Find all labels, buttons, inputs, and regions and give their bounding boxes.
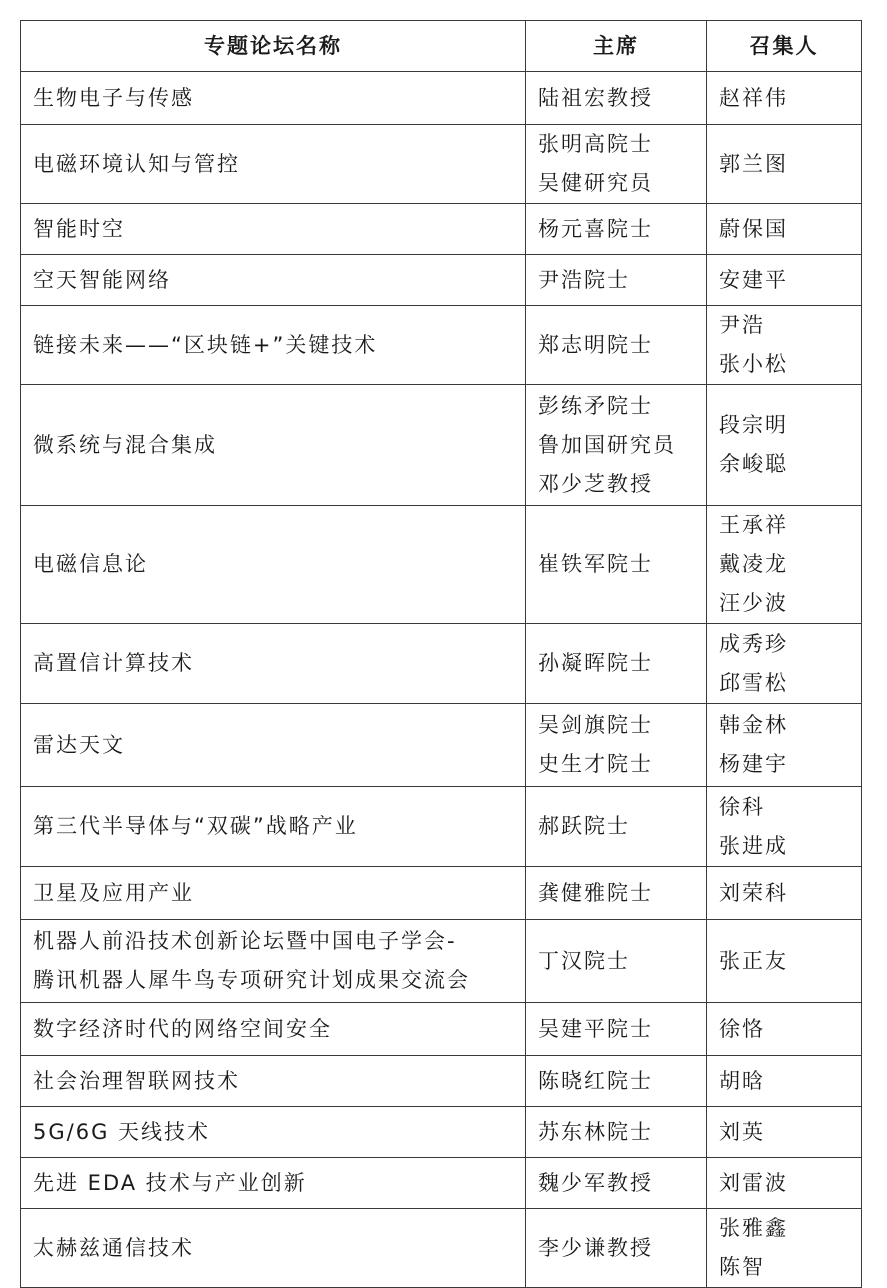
table-header-row xyxy=(21,21,862,72)
chair-line: 尹浩院士 xyxy=(538,267,630,292)
header-chair: 主席 xyxy=(526,21,707,72)
convener-cell xyxy=(707,306,862,385)
table-row xyxy=(21,1003,862,1056)
chair-line: 崔铁军院士 xyxy=(538,552,653,576)
chair-line: 孙凝晖院士 xyxy=(538,651,653,675)
convener-line: 徐科 xyxy=(719,794,765,819)
forum-name-line: 太赫兹通信技术 xyxy=(33,1235,194,1260)
chair-line: 龚健雅院士 xyxy=(538,880,653,905)
convener-line: 段宗明 xyxy=(719,413,788,437)
convener-line: 胡晗 xyxy=(719,1068,765,1093)
chair-cell xyxy=(526,1003,707,1056)
convener-cell xyxy=(707,125,862,204)
convener-line: 汪少波 xyxy=(719,591,788,615)
forum-name-cell xyxy=(21,1158,526,1209)
chair-cell xyxy=(526,920,707,1003)
chair-line: 李少谦教授 xyxy=(538,1235,653,1260)
table-row xyxy=(21,624,862,704)
convener-cell xyxy=(707,867,862,920)
chair-line: 陈晓红院士 xyxy=(538,1068,653,1093)
forum-name-cell xyxy=(21,1003,526,1056)
forum-name-cell xyxy=(21,255,526,306)
chair-line: 史生才院士 xyxy=(538,752,653,776)
forum-name-cell xyxy=(21,125,526,204)
convener-line: 徐恪 xyxy=(719,1016,765,1041)
chair-cell xyxy=(526,385,707,506)
forum-name-line: 电磁信息论 xyxy=(33,552,148,576)
forum-name-line: 第三代半导体与“双碳”战略产业 xyxy=(33,814,358,838)
forum-name-line: 高置信计算技术 xyxy=(33,651,194,675)
chair-cell xyxy=(526,72,707,125)
table-body xyxy=(21,72,862,1288)
convener-cell xyxy=(707,920,862,1003)
forum-name-cell xyxy=(21,204,526,255)
convener-cell xyxy=(707,704,862,787)
convener-line: 尹浩 xyxy=(719,313,765,337)
forum-table xyxy=(20,20,862,1288)
convener-line: 余峻聪 xyxy=(719,452,788,476)
convener-line: 邱雪松 xyxy=(719,670,788,695)
chair-cell xyxy=(526,506,707,624)
forum-name-line: 生物电子与传感 xyxy=(33,85,194,110)
table-row xyxy=(21,704,862,787)
convener-line: 刘雷波 xyxy=(719,1170,788,1195)
forum-name-cell xyxy=(21,1056,526,1107)
convener-line: 安建平 xyxy=(719,267,788,292)
forum-name-cell xyxy=(21,1107,526,1158)
convener-line: 张小松 xyxy=(719,352,788,376)
forum-name-cell xyxy=(21,72,526,125)
convener-cell xyxy=(707,1107,862,1158)
chair-line: 郝跃院士 xyxy=(538,814,630,838)
convener-cell xyxy=(707,1158,862,1209)
table-row xyxy=(21,1056,862,1107)
forum-name-line: 智能时空 xyxy=(33,216,125,241)
forum-name-cell xyxy=(21,704,526,787)
convener-cell xyxy=(707,385,862,506)
convener-cell xyxy=(707,1003,862,1056)
chair-cell xyxy=(526,1107,707,1158)
convener-line: 杨建宇 xyxy=(719,752,788,776)
convener-cell xyxy=(707,204,862,255)
convener-cell xyxy=(707,72,862,125)
convener-cell xyxy=(707,255,862,306)
table-row xyxy=(21,204,862,255)
convener-line: 张正友 xyxy=(719,948,788,973)
chair-line: 杨元喜院士 xyxy=(538,216,653,241)
chair-line: 郑志明院士 xyxy=(538,332,653,357)
chair-cell xyxy=(526,125,707,204)
chair-cell xyxy=(526,306,707,385)
forum-name-cell xyxy=(21,506,526,624)
forum-name-cell xyxy=(21,920,526,1003)
chair-line: 吴建平院士 xyxy=(538,1016,653,1041)
header-forum-name: 专题论坛名称 xyxy=(21,21,526,72)
chair-line: 张明高院士 xyxy=(538,132,653,156)
forum-name-line: 社会治理智联网技术 xyxy=(33,1068,240,1093)
chair-line: 邓少芝教授 xyxy=(538,471,653,496)
chair-line: 陆祖宏教授 xyxy=(538,85,653,110)
convener-line: 蔚保国 xyxy=(719,216,788,241)
chair-cell xyxy=(526,704,707,787)
table-row xyxy=(21,385,862,506)
table-row xyxy=(21,920,862,1003)
table-row xyxy=(21,255,862,306)
table-row xyxy=(21,125,862,204)
chair-line: 吴剑旗院士 xyxy=(538,713,653,737)
forum-name-cell xyxy=(21,624,526,704)
chair-line: 丁汉院士 xyxy=(538,948,630,973)
convener-line: 刘荣科 xyxy=(719,880,788,905)
forum-name-line: 先进 EDA 技术与产业创新 xyxy=(33,1170,307,1195)
convener-line: 戴凌龙 xyxy=(719,552,788,576)
chair-cell xyxy=(526,1056,707,1107)
forum-name-cell xyxy=(21,306,526,385)
forum-name-line: 腾讯机器人犀牛鸟专项研究计划成果交流会 xyxy=(33,968,470,992)
convener-line: 陈智 xyxy=(719,1255,765,1279)
forum-name-line: 机器人前沿技术创新论坛暨中国电子学会- xyxy=(33,929,457,953)
forum-name-cell xyxy=(21,867,526,920)
table-row xyxy=(21,1209,862,1288)
table-row xyxy=(21,787,862,867)
table-row xyxy=(21,506,862,624)
forum-name-line: 卫星及应用产业 xyxy=(33,880,194,905)
table-row xyxy=(21,867,862,920)
convener-line: 韩金林 xyxy=(719,713,788,737)
forum-name-line: 电磁环境认知与管控 xyxy=(33,151,240,176)
forum-name-cell xyxy=(21,385,526,506)
convener-cell xyxy=(707,787,862,867)
table-row xyxy=(21,72,862,125)
table-row xyxy=(21,306,862,385)
convener-line: 成秀珍 xyxy=(719,631,788,656)
convener-line: 刘英 xyxy=(719,1119,765,1144)
convener-line: 张雅鑫 xyxy=(719,1216,788,1240)
header-convener: 召集人 xyxy=(707,21,862,72)
forum-table-container xyxy=(20,20,861,1288)
forum-name-line: 空天智能网络 xyxy=(33,267,171,292)
convener-cell xyxy=(707,1056,862,1107)
chair-cell xyxy=(526,204,707,255)
forum-name-cell xyxy=(21,787,526,867)
chair-cell xyxy=(526,255,707,306)
forum-name-line: 雷达天文 xyxy=(33,732,125,757)
forum-name-cell xyxy=(21,1209,526,1288)
convener-line: 王承祥 xyxy=(719,513,788,537)
convener-line: 赵祥伟 xyxy=(719,85,788,110)
convener-line: 郭兰图 xyxy=(719,151,788,176)
table-row xyxy=(21,1107,862,1158)
chair-cell xyxy=(526,1158,707,1209)
table-row xyxy=(21,1158,862,1209)
chair-line: 鲁加国研究员 xyxy=(538,432,676,457)
forum-name-line: 5G/6G 天线技术 xyxy=(33,1119,211,1144)
chair-cell xyxy=(526,624,707,704)
chair-line: 苏东林院士 xyxy=(538,1119,653,1144)
convener-cell xyxy=(707,506,862,624)
forum-name-line: 数字经济时代的网络空间安全 xyxy=(33,1016,332,1041)
chair-cell xyxy=(526,1209,707,1288)
chair-line: 吴健研究员 xyxy=(538,171,653,195)
forum-name-line: 微系统与混合集成 xyxy=(33,432,217,457)
convener-cell xyxy=(707,624,862,704)
chair-cell xyxy=(526,867,707,920)
convener-cell xyxy=(707,1209,862,1288)
chair-line: 彭练矛院士 xyxy=(538,393,653,418)
convener-line: 张进成 xyxy=(719,833,788,858)
chair-line: 魏少军教授 xyxy=(538,1170,653,1195)
chair-cell xyxy=(526,787,707,867)
forum-name-line: 链接未来——“区块链+”关键技术 xyxy=(33,332,378,357)
